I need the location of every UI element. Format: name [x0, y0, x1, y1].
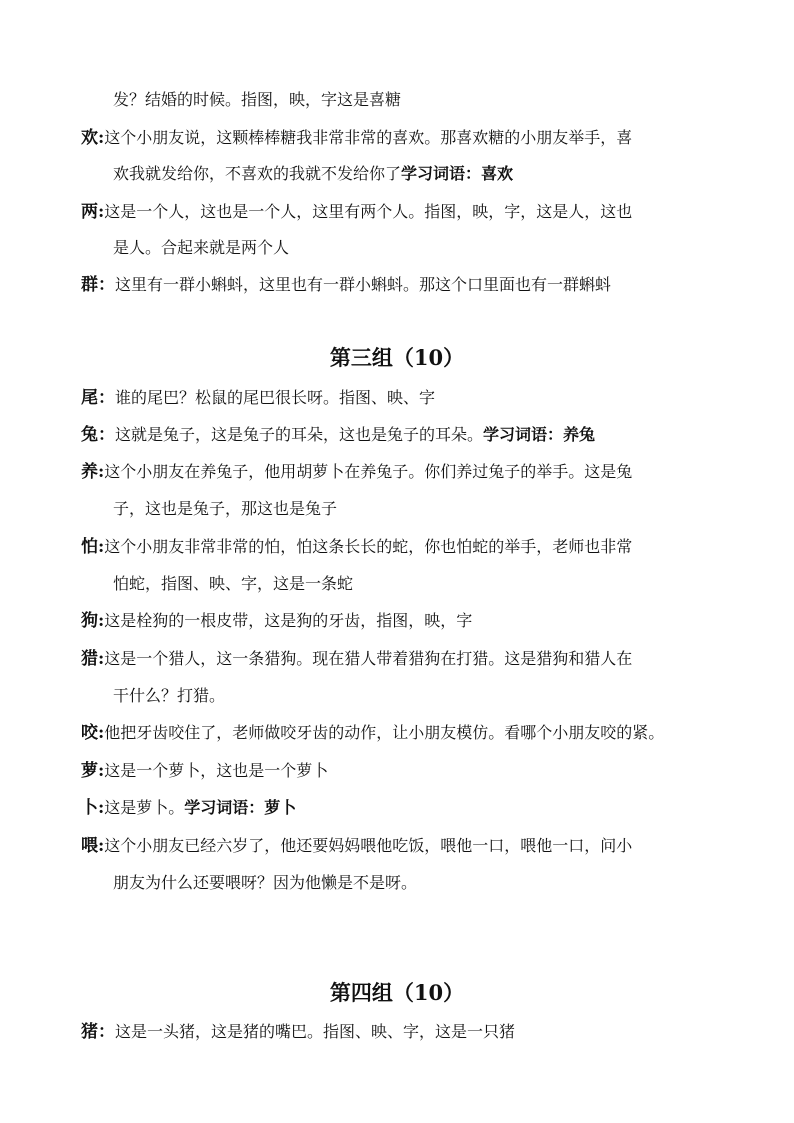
- entry-sep: :: [98, 798, 105, 818]
- entry-char: 两: [81, 202, 98, 222]
- entry-char: 萝: [81, 761, 98, 781]
- entry-huan-cont: [113, 164, 744, 184]
- entry-text: 这是栓狗的一根皮带，这是狗的牙齿，指图，映，字: [104, 611, 473, 630]
- entry-sep: :: [98, 128, 105, 148]
- entry-text: 这个小朋友非常非常的怕，怕这条长长的蛇，你也怕蛇的举手，老师也非常: [104, 537, 633, 556]
- entry-text: 这是一个萝卜，这也是一个萝卜: [104, 761, 329, 780]
- entry-text: 这个小朋友已经六岁了，他还要妈妈喂他吃饭，喂他一口，喂他一口，问小: [104, 836, 633, 855]
- entry-text: 这个小朋友说，这颗棒棒糖我非常非常的喜欢。那喜欢糖的小朋友举手，喜: [104, 128, 633, 147]
- entry-char: 咬: [81, 723, 98, 743]
- entry-char: 兔: [81, 425, 98, 445]
- entry-sep: ：: [98, 1022, 115, 1042]
- entry-char: 猪: [81, 1022, 98, 1042]
- entry-wei: [81, 388, 744, 408]
- entry-yao: [81, 723, 744, 743]
- entry-text: 谁的尾巴？松鼠的尾巴很长呀。指图、映、字: [115, 388, 436, 407]
- entry-gou: [81, 611, 744, 631]
- entry-sep: ：: [98, 275, 115, 295]
- vocab-label: 学习词语：喜欢: [401, 164, 514, 183]
- entry-bo: [81, 798, 744, 818]
- entry-text: 这就是兔子，这是兔子的耳朵，这也是兔子的耳朵。: [115, 425, 484, 444]
- entry-text: 这是一个猎人，这一条猎狗。现在猎人带着猎狗在打猎。这是猎狗和猎人在: [104, 649, 633, 668]
- group-3-heading: 第三组（10）: [329, 345, 465, 370]
- entry-sep: :: [98, 761, 105, 781]
- entry-sep: :: [98, 836, 105, 856]
- entry-char: 喂: [81, 836, 98, 856]
- entry-liang: [81, 202, 744, 222]
- entry-char: 尾: [81, 388, 98, 408]
- entry-text: 这是一个人，这也是一个人，这里有两个人。指图，映，字，这是人，这也: [104, 202, 633, 221]
- vocab-label: 学习词语：萝卜: [184, 798, 297, 817]
- entry-tu: [81, 425, 744, 445]
- entry-wei-feed: [81, 836, 744, 856]
- entry-pa-cont: 怕蛇，指图、映、字，这是一条蛇: [113, 574, 354, 593]
- entry-lie-cont: 干什么？打猎。: [113, 686, 226, 705]
- entry-huan: [81, 128, 744, 148]
- entry-text: 这是一头猪，这是猪的嘴巴。指图、映、字，这是一只猪: [115, 1022, 516, 1041]
- entry-sep: :: [98, 202, 105, 222]
- entry-cont-text: 欢我就发给你，不喜欢的我就不发给你了: [113, 164, 402, 183]
- entry-sep: :: [98, 649, 105, 669]
- entry-sep: :: [98, 537, 105, 557]
- entry-text: 他把牙齿咬住了，老师做咬牙齿的动作，让小朋友模仿。看哪个小朋友咬的紧。: [104, 723, 665, 742]
- entry-pa: [81, 537, 744, 557]
- entry-char: 怕: [81, 537, 98, 557]
- entry-char: 欢: [81, 128, 98, 148]
- entry-char: 养: [81, 462, 98, 482]
- entry-char: 卜: [81, 798, 98, 818]
- entry-yang-cont: 子，这也是兔子，那这也是兔子: [113, 499, 338, 518]
- line-text: 发？结婚的时候。指图，映，字这是喜糖: [113, 90, 402, 109]
- entry-wei-feed-cont: 朋友为什么还要喂呀？因为他懒是不是呀。: [113, 873, 418, 892]
- entry-yang: [81, 462, 744, 482]
- entry-sep: ：: [98, 425, 115, 445]
- entry-sep: :: [98, 611, 105, 631]
- entry-qun: [81, 275, 744, 295]
- entry-char: 群: [81, 275, 98, 295]
- entry-luo: [81, 761, 744, 781]
- entry-text: 这是萝卜。: [104, 798, 185, 817]
- entry-char: 猎: [81, 649, 98, 669]
- group-4-heading: 第四组（10）: [329, 980, 465, 1005]
- vocab-label: 学习词语：养兔: [483, 425, 596, 444]
- entry-sep: :: [98, 462, 105, 482]
- entry-sep: :: [98, 723, 105, 743]
- entry-text: 这里有一群小蝌蚪，这里也有一群小蝌蚪。那这个口里面也有一群蝌蚪: [115, 275, 612, 294]
- entry-char: 狗: [81, 611, 98, 631]
- entry-zhu: [81, 1022, 744, 1042]
- entry-liang-cont: 是人。合起来就是两个人: [113, 238, 290, 257]
- entry-sep: ：: [98, 388, 115, 408]
- entry-lie: [81, 649, 744, 669]
- entry-text: 这个小朋友在养兔子，他用胡萝卜在养兔子。你们养过兔子的举手。这是兔: [104, 462, 633, 481]
